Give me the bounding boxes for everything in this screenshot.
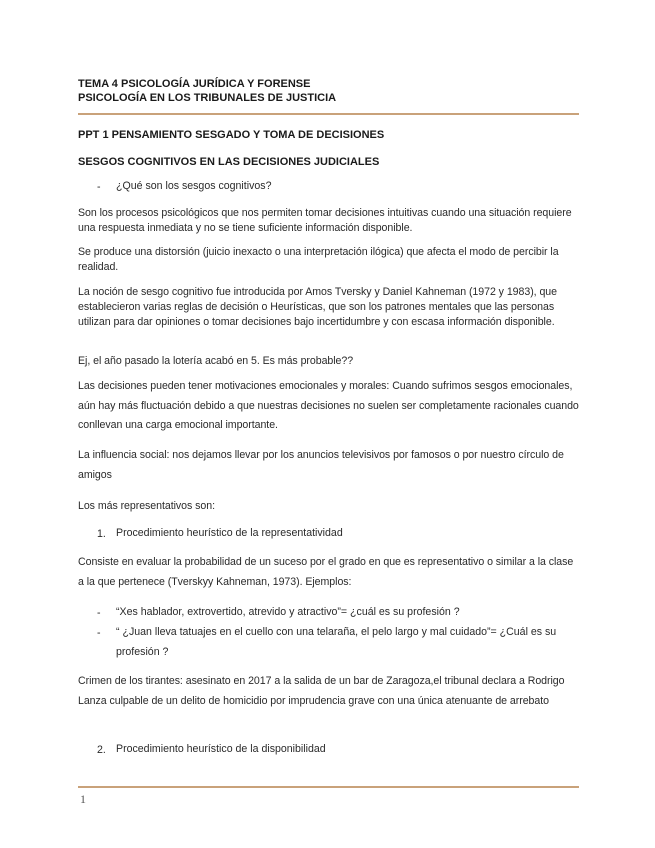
- paragraph-case: Crimen de los tirantes: asesinato en 2017 a la salida de un bar de Zaragoza,el tribunal declara a Rodrigo Lanza culpable de un delito de homicidio por imprudencia grave con una única atenuante de arrebato: [78, 675, 565, 707]
- example-bullet-1: -: [97, 607, 101, 619]
- paragraph-origin: La noción de sesgo cognitivo fue introducida por Amos Tversky y Daniel Kahneman (1972 y 1983), que establecieron varias reglas de decisión o Heurísticas, que son los patrones mentales que las personas utilizan para dar opiniones o tomar decisiones bajo incertidumbre y con escasa información disponible.: [78, 286, 557, 328]
- numbered-item-2: Procedimiento heurístico de la disponibilidad: [116, 743, 326, 755]
- question-bullet: -: [97, 181, 101, 193]
- header-divider: [78, 113, 579, 115]
- numbered-marker-1: 1.: [97, 528, 106, 540]
- page-number: 1: [80, 792, 86, 806]
- question-text: ¿Qué son los sesgos cognitivos?: [116, 180, 272, 192]
- subsection-title: SESGOS COGNITIVOS EN LAS DECISIONES JUDICIALES: [78, 156, 380, 168]
- section-title: PPT 1 PENSAMIENTO SESGADO Y TOMA DE DECISIONES: [78, 129, 385, 141]
- paragraph-distortion: Se produce una distorsión (juicio inexacto o una interpretación ilógica) que afecta el modo de percibir la realidad.: [78, 246, 559, 273]
- footer-divider: [78, 786, 579, 788]
- paragraph-emotional: Las decisiones pueden tener motivaciones emocionales y morales: Cuando sufrimos sesgos emocionales, aún hay más fluctuación debido a que nuestras decisiones no suelen ser completamente racionales cuando conllevan una carga emocional importante.: [78, 380, 579, 431]
- header-line-1: TEMA 4 PSICOLOGÍA JURÍDICA Y FORENSE: [78, 78, 311, 90]
- numbered-marker-2: 2.: [97, 744, 106, 756]
- paragraph-social: La influencia social: nos dejamos llevar por los anuncios televisivos por famosos o por nuestro círculo de amigos: [78, 449, 564, 481]
- paragraph-representative-intro: Los más representativos son:: [78, 500, 215, 512]
- paragraph-representativeness: Consiste en evaluar la probabilidad de un suceso por el grado en que es representativo o similar a la clase a la que pertenece (Tverskyy Kahneman, 1973). Ejemplos:: [78, 556, 574, 588]
- example-bullet-2: -: [97, 627, 101, 639]
- paragraph-example: Ej, el año pasado la lotería acabó en 5. Es más probable??: [78, 355, 354, 367]
- example-item-2: “ ¿Juan lleva tatuajes en el cuello con una telaraña, el pelo largo y mal cuidado”= ¿Cuál es su profesión ?: [116, 626, 557, 658]
- header-line-2: PSICOLOGÍA EN LOS TRIBUNALES DE JUSTICIA: [78, 92, 337, 104]
- document-header: [78, 77, 578, 105]
- paragraph-definition: Son los procesos psicológicos que nos permiten tomar decisiones intuitivas cuando una situación requiere una respuesta inmediata y no se tiene suficiente información disponible.: [78, 207, 572, 234]
- example-item-1: “Xes hablador, extrovertido, atrevido y atractivo”= ¿cuál es su profesión ?: [116, 606, 460, 618]
- numbered-item-1: Procedimiento heurístico de la representatividad: [116, 527, 343, 539]
